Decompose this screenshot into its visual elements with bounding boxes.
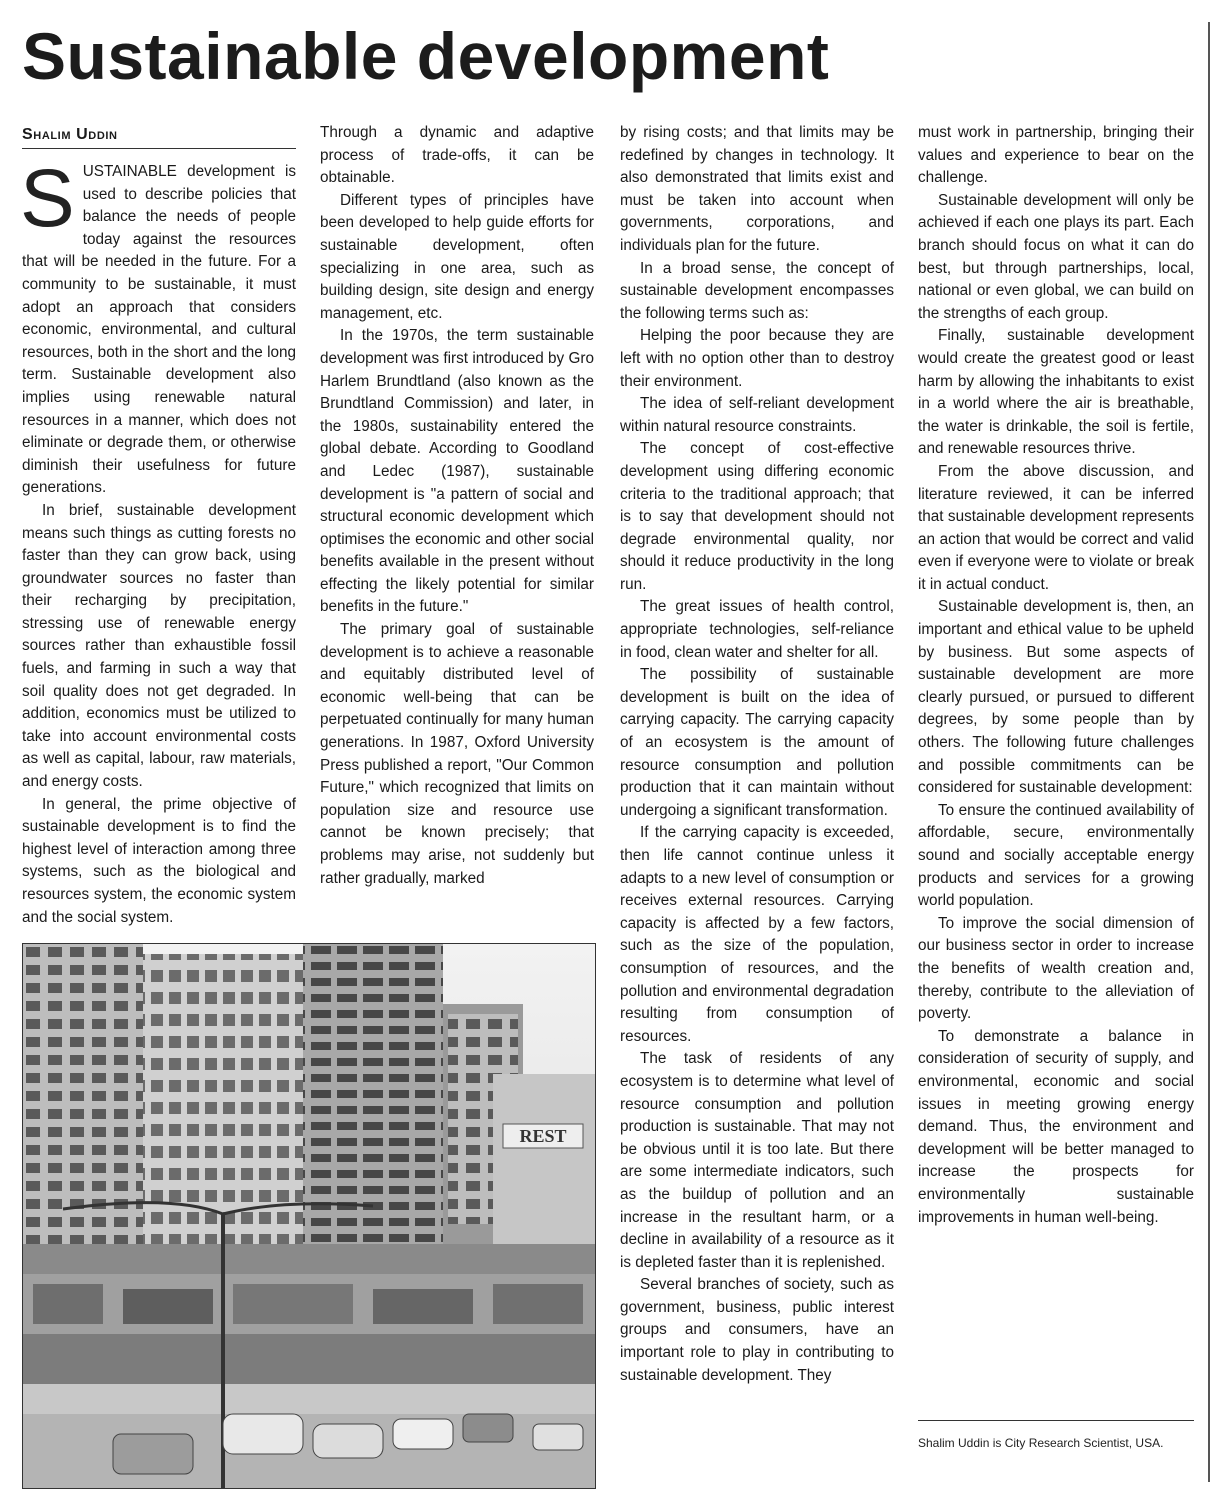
tower-right: [303, 944, 443, 1244]
paragraph: Several branches of society, such as government, business, public interest groups and consumers, have an important role to play in contributing to sustainable development. They: [620, 1276, 894, 1384]
tower-left: [23, 944, 143, 1274]
column-4: [918, 122, 1194, 1229]
paragraph: Different types of principles have been developed to help guide efforts for sustainable development, often specializing in one area, such as building design, site design and energy management, etc.: [320, 191, 594, 322]
drop-cap: S: [20, 153, 75, 244]
paragraph: Sustainable development is, then, an important and ethical value to be upheld by business. But some aspects of sustainable development are more clearly pursued, or pursued to different degrees, by some people than by others. The following future challenges and possible commitments can be considered for sustainable development:: [918, 598, 1194, 797]
photo-illustration: [23, 944, 595, 1488]
article-title: Sustainable development: [22, 19, 830, 93]
column-3: [620, 122, 894, 1387]
paragraph: To improve the social dimension of our business sector in order to increase the benefits of wealth creation and, thereby, contribute to the alleviation of poverty.: [918, 914, 1194, 1023]
paragraph: The primary goal of sustainable development is to achieve a reasonable and equitably distributed level of economic well-being that can be perpetuated continually for many human generations. In 1987, Oxford University Press published a report, "Our Common Future," which recognized that limits on population size and resource use cannot be known precisely; that problems may arise, not suddenly but rather gradually, marked: [320, 621, 594, 887]
paragraph: In brief, sustainable development means such things as cutting forests no faster than they can grow back, using groundwater sources no faster than their recharging by precipitation, stressing use of renewable energy sources rather than exhaustible fossil fuels, and farming in such a way that soil quality does not get degraded. In addition, economics must be utilized to take into account environmental costs as well as capital, labour, raw materials, and energy costs.: [22, 501, 296, 791]
paragraph: must work in partnership, bringing their values and experience to bear on the challenge.: [918, 124, 1194, 187]
paragraph: Through a dynamic and adaptive process of trade-offs, it can be obtainable.: [320, 124, 594, 187]
author-note: Shalim Uddin is City Research Scientist, USA.: [918, 1436, 1164, 1450]
shop-sign: REST: [519, 1126, 567, 1146]
paragraph: From the above discussion, and literature reviewed, it can be inferred that sustainable development represents an action that would be correct and valid even if everyone were to violate or break it in actual conduct.: [918, 462, 1194, 593]
paragraph: The great issues of health control, appropriate technologies, self-reliance in food, clean water and shelter for all.: [620, 598, 894, 661]
city-street-photo: [22, 943, 596, 1489]
paragraph: Sustainable development will only be achieved if each one plays its part. Each branch should focus on what it can do best, but through partnerships, local, national or even global, we can build on the strengths of each group.: [918, 191, 1194, 322]
paragraph: In a broad sense, the concept of sustainable development encompasses the following terms such as:: [620, 259, 894, 322]
paragraph: [20, 153, 296, 500]
paragraph: The task of residents of any ecosystem is to determine what level of resource consumption and pollution production is sustainable. That may not be obvious until it is too late. But there are some intermediate indicators, such as the buildup of pollution and an increase in the resultant harm, or a decline in availability of a resource as it is depleted faster than it is replenished.: [620, 1050, 894, 1271]
column-1: [20, 153, 296, 929]
paragraph: by rising costs; and that limits may be redefined by changes in technology. It also demonstrated that limits exist and must be taken into account when governments, corporations, and individuals plan for the future.: [620, 124, 894, 254]
page-edge-rule: [1208, 22, 1210, 1482]
column-2: [320, 122, 594, 890]
paragraph: To ensure the continued availability of affordable, secure, environmentally sound and socially acceptable energy products and services for a growing world population.: [918, 801, 1194, 910]
paragraph: The concept of cost-effective development using differing economic criteria to the traditional approach; that is to say that development should not degrade environmental quality, nor should it reduce productivity in the long run.: [620, 440, 894, 593]
paragraph: Finally, sustainable development would create the greatest good or least harm by allowing the inhabitants to exist in a world where the air is breathable, the water is drinkable, the soil is fertile, and renewable resources thrive.: [918, 327, 1194, 458]
byline-divider: [22, 148, 296, 149]
paragraph-text: USTAINABLE development is used to describe policies that balance the needs of people today against the resources that will be needed in the future. For a community to be sustainable, it must adopt an approach that considers economic, environmental, and cultural resources, both in the short and the long term. Sustainable development also implies using renewable natural resources in a manner, which does not eliminate or degrade them, or otherwise diminish their usefulness for future generations.: [22, 163, 296, 497]
paragraph: In general, the prime objective of sustainable development is to find the highest level of interaction among three systems, such as the biological and resources system, the economic system and the social system.: [22, 795, 296, 926]
paragraph: The idea of self-reliant development within natural resource constraints.: [620, 395, 894, 435]
paragraph: If the carrying capacity is exceeded, then life cannot continue unless it adapts to a new level of consumption or receives external resources. Carrying capacity is affected by a few factors, such as the size of the population, consumption of resources, and the pollution and environmental degradation resulting from consumption of resources.: [620, 824, 894, 1045]
author-note-divider: [918, 1420, 1194, 1421]
paragraph: The possibility of sustainable development is built on the idea of carrying capacity. The carrying capacity of an ecosystem is the amount of resource consumption and pollution production that it can maintain without undergoing a significant transformation.: [620, 666, 894, 819]
paragraph: In the 1970s, the term sustainable development was first introduced by Gro Harlem Brundtland (also known as the Brundtland Commission) and later, in the 1980s, sustainability entered the global debate. According to Goodland and Ledec (1987), sustainable development is "a pattern of social and structural economic development which optimises the economic and other social benefits available in the present without effecting the likely potential for similar benefits in the future.": [320, 327, 594, 616]
byline: Shalim Uddin: [22, 126, 118, 143]
paragraph: Helping the poor because they are left with no option other than to destroy their environment.: [620, 327, 894, 390]
paragraph: To demonstrate a balance in consideration of security of supply, and environmental, economic and social issues in meeting growing energy demand. Thus, the environment and development will be better managed to increase the prospects for environmentally sustainable improvements in human well-being.: [918, 1027, 1194, 1226]
